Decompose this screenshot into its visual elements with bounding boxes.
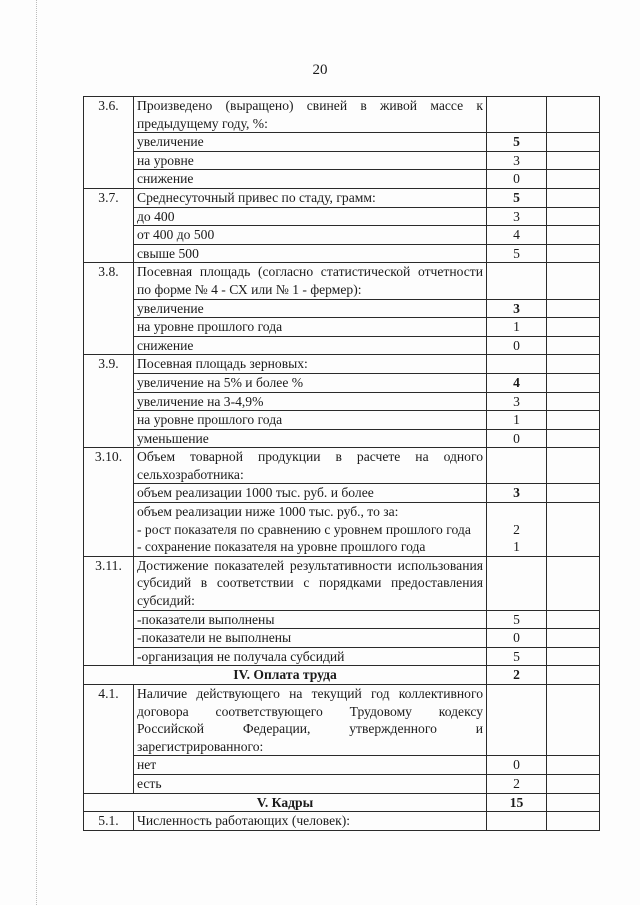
- table-row: [84, 226, 600, 245]
- item-text: [134, 263, 487, 299]
- item-text: Произведено (выращено) свиней в живой массе к предыдущему году, %:: [134, 97, 487, 133]
- option-score: 1: [487, 318, 547, 337]
- extra-cell: [547, 263, 600, 299]
- item-text-line: по форме № 4 - СХ или № 1 - фермер):: [137, 281, 362, 297]
- option-text: на уровне прошлого года: [134, 411, 487, 430]
- scan-margin-line: [36, 0, 38, 905]
- item-number: 3.6.: [84, 97, 134, 189]
- option-text: до 400: [134, 207, 487, 226]
- item-number: 3.10.: [84, 448, 134, 557]
- extra-cell: [547, 429, 600, 448]
- extra-cell: [547, 355, 600, 374]
- table-row: [84, 774, 600, 793]
- extra-cell: [547, 448, 600, 484]
- section-heading: V. Кадры: [84, 793, 487, 812]
- extra-cell: [547, 647, 600, 666]
- table-row: [84, 97, 600, 133]
- option-text: нет: [134, 756, 487, 775]
- section-score: 15: [487, 793, 547, 812]
- extra-cell: [547, 812, 600, 831]
- table-row: [84, 133, 600, 152]
- option-score: 4: [487, 226, 547, 245]
- option-text: есть: [134, 774, 487, 793]
- extra-cell: [547, 133, 600, 152]
- extra-cell: [547, 97, 600, 133]
- extra-cell: [547, 170, 600, 189]
- table-row: [84, 484, 600, 503]
- table-row: [84, 355, 600, 374]
- option-text: на уровне прошлого года: [134, 318, 487, 337]
- item-number: 5.1.: [84, 812, 134, 831]
- option-text: увеличение: [134, 133, 487, 152]
- extra-cell: [547, 207, 600, 226]
- option-text: увеличение на 3-4,9%: [134, 392, 487, 411]
- option-score: 5: [487, 133, 547, 152]
- table-row: [84, 411, 600, 430]
- table-row: [84, 373, 600, 392]
- extra-cell: [547, 188, 600, 207]
- option-text: объем реализации 1000 тыс. руб. и более: [134, 484, 487, 503]
- option-score: 5: [487, 610, 547, 629]
- item-score: 5: [487, 188, 547, 207]
- item-number: 3.11.: [84, 556, 134, 666]
- option-score: 3: [487, 207, 547, 226]
- item-number: 3.8.: [84, 263, 134, 355]
- page-number: 20: [312, 62, 328, 78]
- extra-cell: [547, 318, 600, 337]
- section-score: 2: [487, 666, 547, 685]
- item-score: [487, 448, 547, 484]
- option-score: 5: [487, 647, 547, 666]
- extra-cell: [547, 373, 600, 392]
- extra-cell: [547, 484, 600, 503]
- extra-cell: [547, 503, 600, 557]
- item-number: 4.1.: [84, 685, 134, 794]
- option-score: 5: [487, 244, 547, 263]
- extra-cell: [547, 299, 600, 318]
- option-score: 0: [487, 756, 547, 775]
- option-text: на уровне: [134, 151, 487, 170]
- item-text-line: Посевная площадь (согласно статистической отчетности: [137, 264, 483, 280]
- extra-cell: [547, 793, 600, 812]
- item-score: [487, 812, 547, 831]
- table-row: [84, 299, 600, 318]
- item-score: [487, 685, 547, 756]
- item-score: [487, 97, 547, 133]
- option-score: 3: [487, 392, 547, 411]
- extra-cell: [547, 756, 600, 775]
- extra-cell: [547, 685, 600, 756]
- table-row: [84, 336, 600, 355]
- criteria-table: [83, 96, 600, 831]
- option-score: 0: [487, 336, 547, 355]
- table-row: [84, 392, 600, 411]
- table-row: [84, 812, 600, 831]
- extra-cell: [547, 226, 600, 245]
- option-score: 1: [487, 411, 547, 430]
- item-score: [487, 263, 547, 299]
- option-text: уменьшение: [134, 429, 487, 448]
- item-text: Численность работающих (человек):: [134, 812, 487, 831]
- extra-cell: [547, 774, 600, 793]
- option-score: 3: [487, 299, 547, 318]
- table-row: [84, 188, 600, 207]
- option-text: -показатели не выполнены: [134, 629, 487, 648]
- table-row: [84, 629, 600, 648]
- table-row: [84, 318, 600, 337]
- option-text: снижение: [134, 170, 487, 189]
- item-number: 3.7.: [84, 188, 134, 262]
- table-row: [84, 685, 600, 756]
- table-row: [84, 170, 600, 189]
- item-score: [487, 355, 547, 374]
- extra-cell: [547, 411, 600, 430]
- option-text-multiline: объем реализации ниже 1000 тыс. руб., то за: - рост показателя по сравнению с уровнем прошлого года - сохранение показателя на уровне прошлого года: [134, 503, 487, 557]
- item-text: Наличие действующего на текущий год коллективного договора соответствующего Трудовому кодексу Российской Федерации, утвержденного и зарегистрированного:: [134, 685, 487, 756]
- item-text: Объем товарной продукции в расчете на одного сельхозработника:: [134, 448, 487, 484]
- extra-cell: [547, 392, 600, 411]
- option-text: увеличение на 5% и более %: [134, 373, 487, 392]
- item-text: Среднесуточный привес по стаду, грамм:: [134, 188, 487, 207]
- extra-cell: [547, 610, 600, 629]
- option-text: от 400 до 500: [134, 226, 487, 245]
- option-score: 0: [487, 170, 547, 189]
- table-row: [84, 647, 600, 666]
- item-text: Посевная площадь зерновых:: [134, 355, 487, 374]
- option-text: -организация не получала субсидий: [134, 647, 487, 666]
- section-heading: IV. Оплата труда: [84, 666, 487, 685]
- item-text: Достижение показателей результативности использования субсидий в соответствии с порядками предоставления субсидий:: [134, 556, 487, 610]
- item-number: 3.9.: [84, 355, 134, 448]
- extra-cell: [547, 556, 600, 610]
- option-score: 0: [487, 429, 547, 448]
- table-row: [84, 448, 600, 484]
- option-score: 3: [487, 484, 547, 503]
- table-row: [84, 244, 600, 263]
- table-row: [84, 793, 600, 812]
- option-score: 3: [487, 151, 547, 170]
- extra-cell: [547, 629, 600, 648]
- option-score: 2: [487, 774, 547, 793]
- extra-cell: [547, 244, 600, 263]
- option-text: свыше 500: [134, 244, 487, 263]
- extra-cell: [547, 666, 600, 685]
- table-row: [84, 610, 600, 629]
- table-row: [84, 207, 600, 226]
- option-text: снижение: [134, 336, 487, 355]
- option-text: -показатели выполнены: [134, 610, 487, 629]
- table-row: [84, 556, 600, 610]
- table-row: [84, 151, 600, 170]
- item-score: [487, 556, 547, 610]
- table-row: [84, 756, 600, 775]
- extra-cell: [547, 151, 600, 170]
- option-score: 0: [487, 629, 547, 648]
- option-score: 4: [487, 373, 547, 392]
- extra-cell: [547, 336, 600, 355]
- option-score: 2 1: [487, 503, 547, 557]
- table-row: [84, 429, 600, 448]
- table-row: [84, 503, 600, 557]
- option-text: увеличение: [134, 299, 487, 318]
- table-row: [84, 263, 600, 299]
- table-row: [84, 666, 600, 685]
